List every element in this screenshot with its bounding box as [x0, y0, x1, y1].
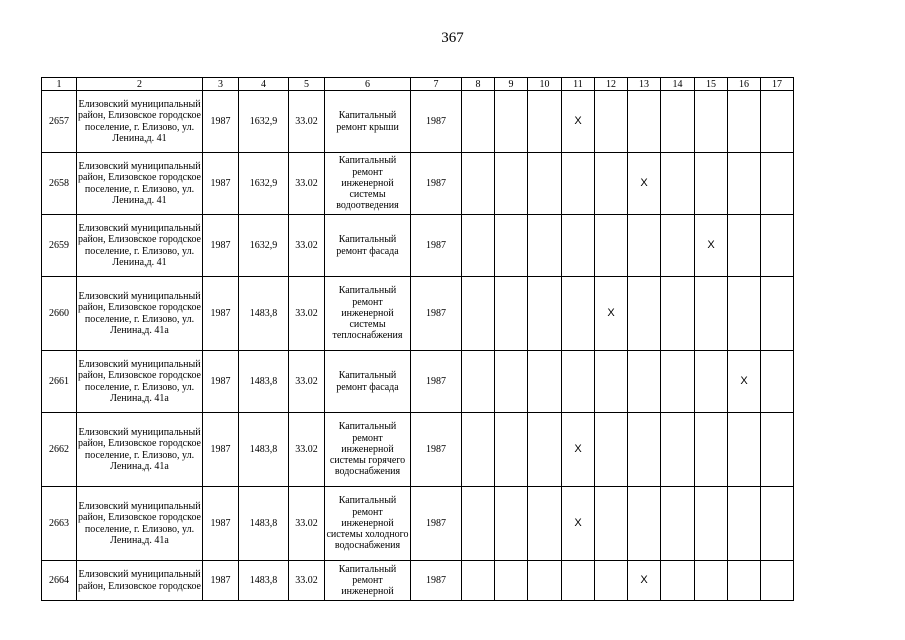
work-year-cell: 1987 — [411, 487, 462, 561]
column-header: 12 — [595, 78, 628, 91]
mark-cell-13: X — [628, 561, 661, 601]
area-cell: 1632,9 — [239, 215, 289, 277]
column-header: 2 — [77, 78, 203, 91]
area-cell: 1632,9 — [239, 153, 289, 215]
column-header: 6 — [325, 78, 411, 91]
mark-cell-15 — [695, 277, 728, 351]
work-type-cell: Капитальный ремонт фасада — [325, 215, 411, 277]
mark-cell-8 — [462, 91, 495, 153]
mark-cell-12 — [595, 413, 628, 487]
mark-cell-16 — [728, 413, 761, 487]
mark-cell-11 — [562, 277, 595, 351]
mark-cell-13: X — [628, 153, 661, 215]
mark-cell-10 — [528, 487, 562, 561]
column-header: 3 — [203, 78, 239, 91]
mark-cell-16 — [728, 561, 761, 601]
column-header: 14 — [661, 78, 695, 91]
row-number: 2657 — [42, 91, 77, 153]
mark-cell-17 — [761, 487, 794, 561]
mark-cell-16 — [728, 215, 761, 277]
mark-cell-11: X — [562, 91, 595, 153]
mark-cell-13 — [628, 351, 661, 413]
column-header: 16 — [728, 78, 761, 91]
address-cell: Елизовский муниципальный район, Елизовское городское поселение, г. Елизово, ул. Ленина,д. 41 — [77, 215, 203, 277]
mark-cell-16 — [728, 487, 761, 561]
mark-cell-17 — [761, 277, 794, 351]
address-cell: Елизовский муниципальный район, Елизовское городское поселение, г. Елизово, ул. Ленина,д. 41а — [77, 277, 203, 351]
code-cell: 33.02 — [289, 487, 325, 561]
work-year-cell: 1987 — [411, 277, 462, 351]
mark-cell-10 — [528, 153, 562, 215]
mark-cell-15 — [695, 351, 728, 413]
year-built-cell: 1987 — [203, 351, 239, 413]
code-cell: 33.02 — [289, 413, 325, 487]
year-built-cell: 1987 — [203, 487, 239, 561]
mark-cell-12 — [595, 91, 628, 153]
area-cell: 1483,8 — [239, 351, 289, 413]
mark-cell-12 — [595, 487, 628, 561]
mark-cell-17 — [761, 561, 794, 601]
mark-cell-13 — [628, 91, 661, 153]
mark-cell-9 — [495, 91, 528, 153]
column-header: 17 — [761, 78, 794, 91]
mark-cell-8 — [462, 561, 495, 601]
mark-cell-17 — [761, 413, 794, 487]
mark-cell-14 — [661, 487, 695, 561]
mark-cell-9 — [495, 277, 528, 351]
table-row — [42, 153, 794, 215]
mark-cell-10 — [528, 91, 562, 153]
mark-cell-8 — [462, 351, 495, 413]
column-header: 1 — [42, 78, 77, 91]
work-year-cell: 1987 — [411, 91, 462, 153]
page-number: 367 — [441, 30, 464, 46]
mark-cell-12 — [595, 351, 628, 413]
mark-cell-12 — [595, 153, 628, 215]
area-cell: 1483,8 — [239, 487, 289, 561]
year-built-cell: 1987 — [203, 215, 239, 277]
mark-cell-10 — [528, 561, 562, 601]
column-header: 8 — [462, 78, 495, 91]
address-cell: Елизовский муниципальный район, Елизовское городское поселение, г. Елизово, ул. Ленина,д. 41 — [77, 91, 203, 153]
year-built-cell: 1987 — [203, 413, 239, 487]
year-built-cell: 1987 — [203, 561, 239, 601]
code-cell: 33.02 — [289, 277, 325, 351]
table-row — [42, 91, 794, 153]
work-type-cell: Капитальный ремонт крыши — [325, 91, 411, 153]
mark-cell-17 — [761, 215, 794, 277]
mark-cell-13 — [628, 215, 661, 277]
mark-cell-8 — [462, 413, 495, 487]
mark-cell-9 — [495, 351, 528, 413]
mark-cell-11 — [562, 153, 595, 215]
mark-cell-9 — [495, 413, 528, 487]
mark-cell-15 — [695, 91, 728, 153]
column-header: 13 — [628, 78, 661, 91]
table-row — [42, 413, 794, 487]
row-number: 2662 — [42, 413, 77, 487]
mark-cell-14 — [661, 153, 695, 215]
code-cell: 33.02 — [289, 561, 325, 601]
mark-cell-14 — [661, 277, 695, 351]
table-row — [42, 277, 794, 351]
column-header: 7 — [411, 78, 462, 91]
work-year-cell: 1987 — [411, 153, 462, 215]
column-header: 4 — [239, 78, 289, 91]
work-year-cell: 1987 — [411, 351, 462, 413]
code-cell: 33.02 — [289, 91, 325, 153]
mark-cell-11: X — [562, 413, 595, 487]
table-row — [42, 561, 794, 601]
area-cell: 1483,8 — [239, 277, 289, 351]
table-row — [42, 215, 794, 277]
mark-cell-10 — [528, 277, 562, 351]
table-row — [42, 351, 794, 413]
mark-cell-8 — [462, 277, 495, 351]
mark-cell-13 — [628, 277, 661, 351]
mark-cell-10 — [528, 351, 562, 413]
column-header: 11 — [562, 78, 595, 91]
address-cell: Елизовский муниципальный район, Елизовское городское поселение, г. Елизово, ул. Ленина,д. 41а — [77, 351, 203, 413]
area-cell: 1483,8 — [239, 413, 289, 487]
mark-cell-16 — [728, 277, 761, 351]
capital-repair-table — [41, 77, 794, 601]
mark-cell-13 — [628, 487, 661, 561]
work-type-cell: Капитальный ремонт инженерной системы водоотведения — [325, 153, 411, 215]
mark-cell-16 — [728, 153, 761, 215]
mark-cell-10 — [528, 413, 562, 487]
mark-cell-9 — [495, 487, 528, 561]
address-cell: Елизовский муниципальный район, Елизовское городское поселение, г. Елизово, ул. Ленина,д. 41 — [77, 153, 203, 215]
mark-cell-9 — [495, 215, 528, 277]
code-cell: 33.02 — [289, 351, 325, 413]
mark-cell-8 — [462, 215, 495, 277]
mark-cell-8 — [462, 153, 495, 215]
mark-cell-14 — [661, 413, 695, 487]
address-cell: Елизовский муниципальный район, Елизовское городское поселение, г. Елизово, ул. Ленина,д. 41а — [77, 413, 203, 487]
work-type-cell: Капитальный ремонт фасада — [325, 351, 411, 413]
mark-cell-14 — [661, 561, 695, 601]
work-year-cell: 1987 — [411, 215, 462, 277]
row-number: 2661 — [42, 351, 77, 413]
mark-cell-9 — [495, 561, 528, 601]
mark-cell-15 — [695, 487, 728, 561]
mark-cell-15: X — [695, 215, 728, 277]
work-type-cell: Капитальный ремонт инженерной — [325, 561, 411, 601]
table-row — [42, 487, 794, 561]
year-built-cell: 1987 — [203, 153, 239, 215]
area-cell: 1483,8 — [239, 561, 289, 601]
address-cell: Елизовский муниципальный район, Елизовское городское — [77, 561, 203, 601]
row-number: 2664 — [42, 561, 77, 601]
row-number: 2660 — [42, 277, 77, 351]
mark-cell-8 — [462, 487, 495, 561]
year-built-cell: 1987 — [203, 91, 239, 153]
code-cell: 33.02 — [289, 215, 325, 277]
column-header: 9 — [495, 78, 528, 91]
mark-cell-17 — [761, 351, 794, 413]
code-cell: 33.02 — [289, 153, 325, 215]
mark-cell-12 — [595, 561, 628, 601]
mark-cell-17 — [761, 91, 794, 153]
mark-cell-11: X — [562, 487, 595, 561]
work-year-cell: 1987 — [411, 413, 462, 487]
row-number: 2663 — [42, 487, 77, 561]
column-header: 15 — [695, 78, 728, 91]
mark-cell-12 — [595, 215, 628, 277]
mark-cell-10 — [528, 215, 562, 277]
column-header: 5 — [289, 78, 325, 91]
row-number: 2659 — [42, 215, 77, 277]
mark-cell-15 — [695, 153, 728, 215]
year-built-cell: 1987 — [203, 277, 239, 351]
address-cell: Елизовский муниципальный район, Елизовское городское поселение, г. Елизово, ул. Ленина,д. 41а — [77, 487, 203, 561]
mark-cell-9 — [495, 153, 528, 215]
work-type-cell: Капитальный ремонт инженерной системы горячего водоснабжения — [325, 413, 411, 487]
mark-cell-16: X — [728, 351, 761, 413]
mark-cell-12: X — [595, 277, 628, 351]
mark-cell-15 — [695, 413, 728, 487]
column-header: 10 — [528, 78, 562, 91]
mark-cell-14 — [661, 215, 695, 277]
mark-cell-14 — [661, 351, 695, 413]
mark-cell-15 — [695, 561, 728, 601]
mark-cell-14 — [661, 91, 695, 153]
mark-cell-11 — [562, 215, 595, 277]
mark-cell-11 — [562, 351, 595, 413]
work-type-cell: Капитальный ремонт инженерной системы холодного водоснабжения — [325, 487, 411, 561]
mark-cell-11 — [562, 561, 595, 601]
mark-cell-17 — [761, 153, 794, 215]
area-cell: 1632,9 — [239, 91, 289, 153]
work-type-cell: Капитальный ремонт инженерной системы теплоснабжения — [325, 277, 411, 351]
column-number-row — [42, 78, 794, 91]
mark-cell-13 — [628, 413, 661, 487]
work-year-cell: 1987 — [411, 561, 462, 601]
row-number: 2658 — [42, 153, 77, 215]
mark-cell-16 — [728, 91, 761, 153]
